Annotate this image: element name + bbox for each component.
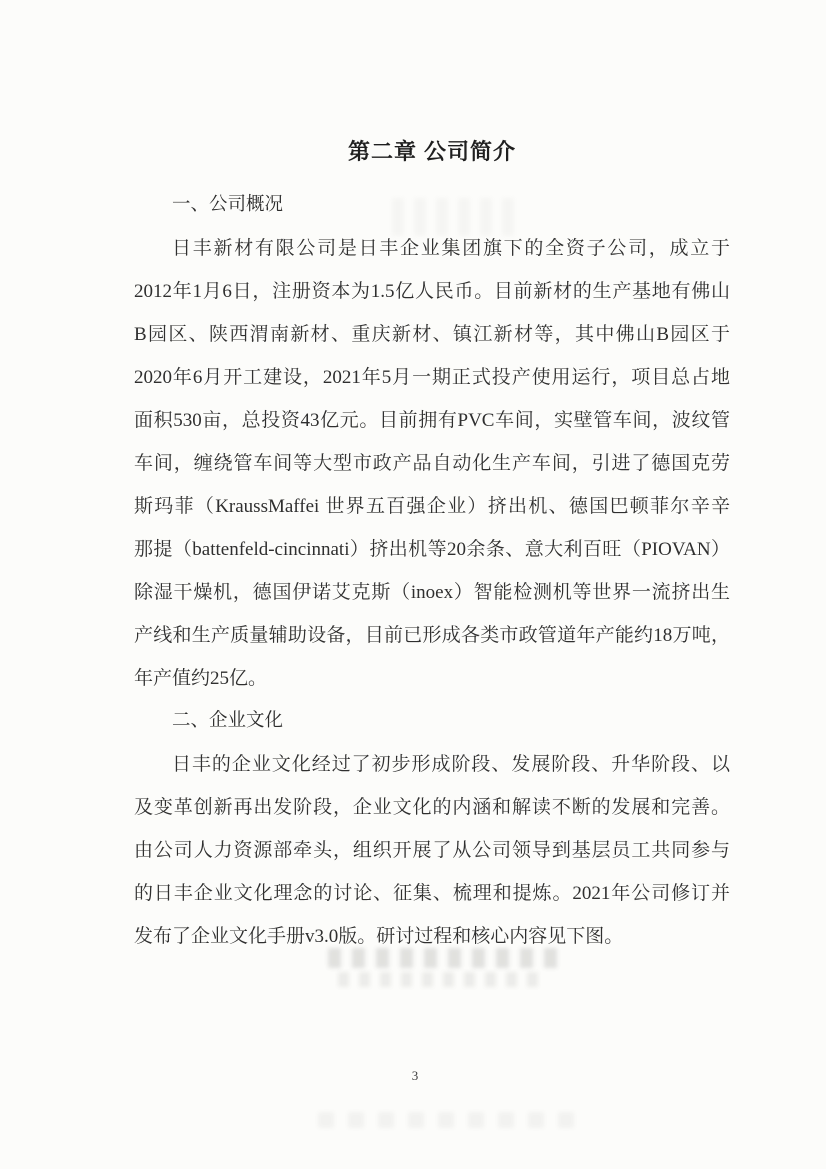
text-line: 2020年6月开工建设，2021年5月一期正式投产使用运行，项目总占地 (134, 367, 730, 388)
text-line: B园区、陕西渭南新材、重庆新材、镇江新材等，其中佛山B园区于 (134, 324, 730, 345)
text-line: 发布了企业文化手册v3.0版。研讨过程和核心内容见下图。 (134, 926, 624, 947)
text-line: 产线和生产质量辅助设备，目前已形成各类市政管道年产能约18万吨， (134, 625, 730, 646)
text-line: 年产值约25亿。 (134, 668, 268, 689)
text-line: 面积530亩，总投资43亿元。目前拥有PVC车间，实壁管车间，波纹管 (134, 410, 730, 431)
scan-bleedthrough-artifact (338, 972, 538, 987)
text-block (134, 130, 730, 958)
text-line: 那提（battenfeld-cincinnati）挤出机等20余条、意大利百旺（PIOVAN） (134, 539, 730, 560)
text-line: 的日丰企业文化理念的讨论、征集、梳理和提炼。2021年公司修订并 (134, 883, 730, 904)
text-line: 车间，缠绕管车间等大型市政产品自动化生产车间，引进了德国克劳 (134, 453, 730, 474)
text-line: 由公司人力资源部牵头，组织开展了从公司领导到基层员工共同参与 (134, 840, 730, 861)
page-number: 3 (411, 1068, 419, 1083)
text-line: 斯玛菲（KraussMaffei 世界五百强企业）挤出机、德国巴顿菲尔辛辛 (134, 496, 730, 517)
text-line: 日丰的企业文化经过了初步形成阶段、发展阶段、升华阶段、以 (172, 754, 730, 775)
text-line: 2012年1月6日，注册资本为1.5亿人民币。目前新材的生产基地有佛山 (134, 281, 730, 302)
section-1-heading: 一、公司概况 (172, 195, 284, 215)
scan-bleedthrough-artifact (318, 1112, 580, 1128)
text-line: 及变革创新再出发阶段，企业文化的内涵和解读不断的发展和完善。 (134, 797, 730, 818)
page-title: 第二章 公司简介 (347, 139, 517, 164)
text-line: 除湿干燥机，德国伊诺艾克斯（inoex）智能检测机等世界一流挤出生 (134, 582, 730, 603)
section-2-heading: 二、企业文化 (172, 711, 284, 731)
text-line: 日丰新材有限公司是日丰企业集团旗下的全资子公司，成立于 (172, 238, 730, 259)
